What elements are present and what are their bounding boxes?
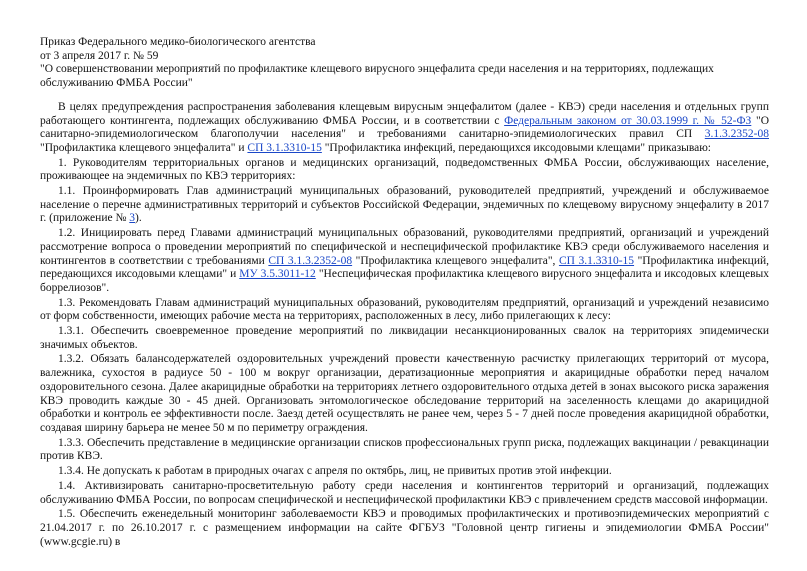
- paragraph-1-3-2: 1.3.2. Обязать балансодержателей оздоровительных учреждений провести качественную расчистку прилегающих территорий от мусора, валежника, сухостоя в радиусе 50 - 100 м вокруг организации, дератизационные мероприятия и акарицидные обработки перед началом оздоровительного сезона. Далее акарицидные обработки на территориях летнего оздоровительного отдыха детей в зонах высокого риска заражения КВЭ проводить каждые 30 - 45 дней. Организовать энтомологическое обследование территорий на заселенность клещами до акарицидной обработки и контроль ее эффективности после. Заезд детей осуществлять не ранее чем, через 5 - 7 дней после проведения акарицидной обработки, создавая ширину барьера не менее 50 м по периметру ограждения.: [40, 353, 769, 434]
- paragraph-1-3-3: 1.3.3. Обеспечить представление в медицинские организации списков профессиональных групп риска, подлежащих вакцинации / ревакцинации против КВЭ.: [40, 436, 769, 463]
- sp-3-1-3-2352-08-link-2[interactable]: СП 3.1.3.2352-08: [268, 254, 353, 267]
- document-title: "О совершенствовании мероприятий по профилактике клещевого вирусного энцефалита среди населения и на территориях, подлежащих обслуживанию ФМБА России": [40, 63, 714, 90]
- document-issuer: Приказ Федерального медико-биологического агентства: [40, 36, 316, 48]
- paragraph-1-3-4: 1.3.4. Не допускать к работам в природных очагах с апреля по октябрь, лиц, не привитых против этой инфекции.: [58, 465, 612, 478]
- document-header: [40, 36, 769, 91]
- sp-3-1-3-2352-08-link[interactable]: 3.1.3.2352-08: [704, 128, 769, 141]
- document-date-number: от 3 апреля 2017 г. № 59: [40, 49, 159, 62]
- paragraph-1-2: 1.2. Инициировать перед Главами администраций муниципальных образований, руководителями предприятий, организаций и учреждений рассмотрение вопроса о проведении мероприятий по специфической и неспецифической профилактике КВЭ среди обслуживаемого населения и контингентов в соответствии с требованиями СП 3.1.3.2352-08 "Профилактика клещевого энцефалита", СП 3.1.3310-15 "Профилактика инфекций, передающихся иксодовыми клещами" и МУ 3.5.3011-12 "Неспецифическая профилактика клещевого вирусного энцефалита и иксодовых клещевых боррелиозов".: [40, 227, 770, 294]
- sp-3-1-3310-15-link[interactable]: СП 3.1.3310-15: [247, 141, 322, 154]
- paragraph-1-3: 1.3. Рекомендовать Главам администраций муниципальных образований, руководителям предприятий, организаций и учреждений независимо от форм собственности, имеющих рабочие места на территориях, расположенных в лесу, либо прилегающих к лесу:: [40, 296, 769, 323]
- paragraph-1: 1. Руководителям территориальных органов и медицинских организаций, подведомственных ФМБА России, обслуживающих население, проживающее на эндемичных по КВЭ территориях:: [40, 156, 769, 183]
- federal-law-link[interactable]: Федеральным законом от 30.03.1999 г. № 52-ФЗ: [504, 114, 752, 127]
- paragraph-1-3-1: 1.3.1. Обеспечить своевременное проведение мероприятий по ликвидации несанкционированных свалок на территориях эпидемически значимых объектов.: [40, 325, 769, 351]
- paragraph-1-5: 1.5. Обеспечить еженедельный мониторинг заболеваемости КВЭ и проводимых профилактических и противоэпидемических мероприятий с 21.04.2017 г. по 26.10.2017 г. с размещением информации на сайте ФГБУЗ "Головной центр гигиены и эпидемиологии ФМБА России" (www.gcgie.ru) в: [40, 508, 769, 548]
- document-body: [40, 101, 769, 550]
- intro-paragraph: В целях предупреждения распространения заболевания клещевым вирусным энцефалитом (далее - КВЭ) среди населения и отдельных групп работающего контингента, подлежащих обслуживанию ФМБА России, и в соответствии с Федеральным законом от 30.03.1999 г. № 52-ФЗ "О санитарно-эпидемиологическом благополучии населения" и требованиями санитарно-эпидемиологических правил СП 3.1.3.2352-08 "Профилактика клещевого энцефалита" и СП 3.1.3310-15 "Профилактика инфекций, передающихся иксодовыми клещами" приказываю:: [40, 100, 769, 154]
- paragraph-1-4: 1.4. Активизировать санитарно-просветительную работу среди населения и контингентов территорий и организаций, подлежащих обслуживанию ФМБА России, по вопросам специфической и неспецифической профилактики КВЭ с привлечением средств массовой информации.: [40, 479, 769, 506]
- appendix-3-link[interactable]: 3: [129, 212, 136, 225]
- mu-3-5-3011-12-link[interactable]: МУ 3.5.3011-12: [239, 268, 316, 281]
- paragraph-1-1: 1.1. Проинформировать Глав администраций муниципальных образований, руководителей предприятий, учреждений и обслуживаемое население о перечне административных территорий и субъектов Российской Федерации, эндемичных по клещевому вирусному энцефалиту в 2017 г. (приложение № 3).: [40, 185, 769, 225]
- sp-3-1-3310-15-link-2[interactable]: СП 3.1.3310-15: [558, 254, 635, 267]
